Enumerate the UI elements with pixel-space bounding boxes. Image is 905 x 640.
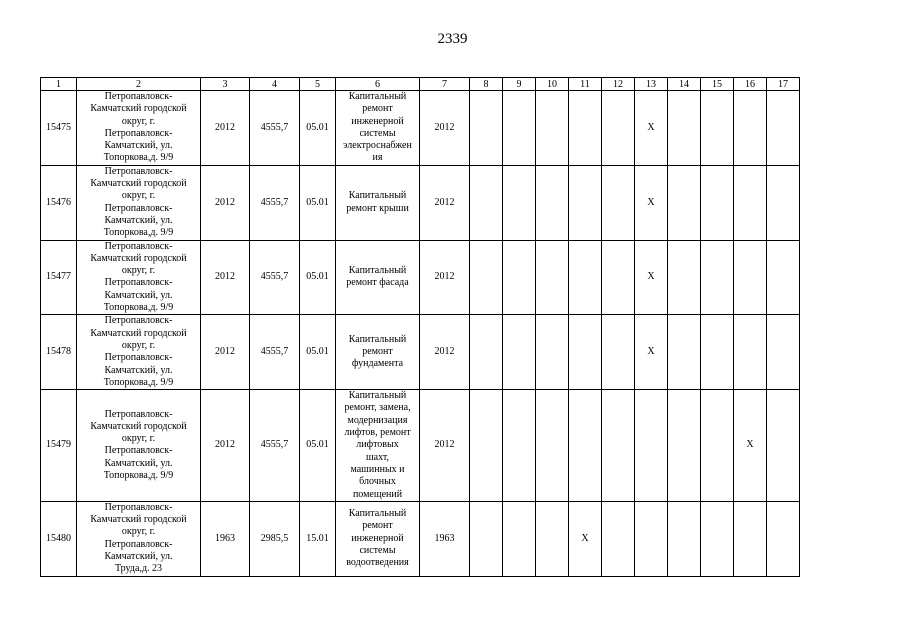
work-type-cell: Капитальный ремонт крыши <box>336 165 420 240</box>
col13-cell <box>635 501 668 576</box>
record-number: 15477 <box>41 240 77 315</box>
col11-cell <box>569 315 602 390</box>
address-cell: Петропавловск- Камчатский городской округ, г. Петропавловск- Камчатский, ул. Топоркова,д. 9/9 <box>77 91 201 166</box>
col10-cell <box>536 240 569 315</box>
col12-cell <box>602 240 635 315</box>
work-type-cell: Капитальный ремонт фасада <box>336 240 420 315</box>
col13-cell: X <box>635 315 668 390</box>
column-header: 12 <box>602 78 635 91</box>
area-cell: 2985,5 <box>250 501 300 576</box>
col17-cell <box>767 240 800 315</box>
col12-cell <box>602 165 635 240</box>
column-header: 8 <box>470 78 503 91</box>
year-cell: 2012 <box>201 315 250 390</box>
work-type-cell: Капитальный ремонт фундамента <box>336 315 420 390</box>
col17-cell <box>767 315 800 390</box>
column-header: 10 <box>536 78 569 91</box>
col11-cell <box>569 240 602 315</box>
table-row <box>41 165 800 240</box>
column-header: 14 <box>668 78 701 91</box>
col12-cell <box>602 315 635 390</box>
col13-cell: X <box>635 165 668 240</box>
col15-cell <box>701 91 734 166</box>
record-number: 15480 <box>41 501 77 576</box>
col11-cell <box>569 390 602 502</box>
col8-cell <box>470 240 503 315</box>
table-row <box>41 390 800 502</box>
col9-cell <box>503 165 536 240</box>
col15-cell <box>701 240 734 315</box>
col11-cell <box>569 91 602 166</box>
address-cell: Петропавловск- Камчатский городской округ, г. Петропавловск- Камчатский, ул. Труда,д. 23 <box>77 501 201 576</box>
col17-cell <box>767 390 800 502</box>
plan-year-cell: 2012 <box>420 315 470 390</box>
column-header: 7 <box>420 78 470 91</box>
plan-year-cell: 2012 <box>420 91 470 166</box>
year-cell: 2012 <box>201 91 250 166</box>
work-type-cell: Капитальный ремонт инженерной системы водоотведения <box>336 501 420 576</box>
col9-cell <box>503 501 536 576</box>
column-header: 6 <box>336 78 420 91</box>
header-row <box>41 78 800 91</box>
col10-cell <box>536 315 569 390</box>
page-number: 2339 <box>437 31 468 47</box>
col14-cell <box>668 315 701 390</box>
code-cell: 05.01 <box>300 165 336 240</box>
address-cell: Петропавловск- Камчатский городской округ, г. Петропавловск- Камчатский, ул. Топоркова,д. 9/9 <box>77 165 201 240</box>
col14-cell <box>668 390 701 502</box>
col14-cell <box>668 91 701 166</box>
col13-cell <box>635 390 668 502</box>
code-cell: 15.01 <box>300 501 336 576</box>
plan-year-cell: 2012 <box>420 390 470 502</box>
table-row <box>41 315 800 390</box>
area-cell: 4555,7 <box>250 315 300 390</box>
col11-cell <box>569 165 602 240</box>
year-cell: 2012 <box>201 390 250 502</box>
code-cell: 05.01 <box>300 91 336 166</box>
column-header: 13 <box>635 78 668 91</box>
col9-cell <box>503 315 536 390</box>
table-row <box>41 240 800 315</box>
col16-cell <box>734 240 767 315</box>
area-cell: 4555,7 <box>250 165 300 240</box>
code-cell: 05.01 <box>300 315 336 390</box>
year-cell: 2012 <box>201 240 250 315</box>
address-cell: Петропавловск- Камчатский городской округ, г. Петропавловск- Камчатский, ул. Топоркова,д. 9/9 <box>77 315 201 390</box>
col10-cell <box>536 91 569 166</box>
record-number: 15476 <box>41 165 77 240</box>
code-cell: 05.01 <box>300 390 336 502</box>
column-header: 4 <box>250 78 300 91</box>
col16-cell: X <box>734 390 767 502</box>
col13-cell: X <box>635 91 668 166</box>
area-cell: 4555,7 <box>250 91 300 166</box>
column-header: 2 <box>77 78 201 91</box>
col8-cell <box>470 91 503 166</box>
column-header: 15 <box>701 78 734 91</box>
plan-year-cell: 2012 <box>420 240 470 315</box>
col12-cell <box>602 91 635 166</box>
col16-cell <box>734 501 767 576</box>
col14-cell <box>668 501 701 576</box>
col12-cell <box>602 501 635 576</box>
col16-cell <box>734 165 767 240</box>
col10-cell <box>536 390 569 502</box>
col12-cell <box>602 390 635 502</box>
col17-cell <box>767 165 800 240</box>
address-cell: Петропавловск- Камчатский городской округ, г. Петропавловск- Камчатский, ул. Топоркова,д. 9/9 <box>77 390 201 502</box>
col8-cell <box>470 315 503 390</box>
col9-cell <box>503 91 536 166</box>
area-cell: 4555,7 <box>250 390 300 502</box>
col17-cell <box>767 91 800 166</box>
col10-cell <box>536 501 569 576</box>
col11-cell: X <box>569 501 602 576</box>
column-header: 1 <box>41 78 77 91</box>
col13-cell: X <box>635 240 668 315</box>
col16-cell <box>734 315 767 390</box>
column-header: 9 <box>503 78 536 91</box>
column-header: 16 <box>734 78 767 91</box>
col9-cell <box>503 390 536 502</box>
code-cell: 05.01 <box>300 240 336 315</box>
col8-cell <box>470 390 503 502</box>
column-header: 3 <box>201 78 250 91</box>
col17-cell <box>767 501 800 576</box>
plan-year-cell: 2012 <box>420 165 470 240</box>
work-type-cell: Капитальный ремонт инженерной системы электроснабжен ия <box>336 91 420 166</box>
year-cell: 1963 <box>201 501 250 576</box>
record-number: 15475 <box>41 91 77 166</box>
col8-cell <box>470 501 503 576</box>
col9-cell <box>503 240 536 315</box>
work-type-cell: Капитальный ремонт, замена, модернизация лифтов, ремонт лифтовых шахт, машинных и блочных помещений <box>336 390 420 502</box>
col10-cell <box>536 165 569 240</box>
registry-table <box>40 77 800 577</box>
table-row <box>41 91 800 166</box>
column-header: 5 <box>300 78 336 91</box>
col8-cell <box>470 165 503 240</box>
year-cell: 2012 <box>201 165 250 240</box>
col14-cell <box>668 165 701 240</box>
address-cell: Петропавловск- Камчатский городской округ, г. Петропавловск- Камчатский, ул. Топоркова,д. 9/9 <box>77 240 201 315</box>
area-cell: 4555,7 <box>250 240 300 315</box>
column-header: 17 <box>767 78 800 91</box>
record-number: 15479 <box>41 390 77 502</box>
record-number: 15478 <box>41 315 77 390</box>
col15-cell <box>701 315 734 390</box>
plan-year-cell: 1963 <box>420 501 470 576</box>
col15-cell <box>701 390 734 502</box>
column-header: 11 <box>569 78 602 91</box>
col16-cell <box>734 91 767 166</box>
col15-cell <box>701 165 734 240</box>
table-row <box>41 501 800 576</box>
col15-cell <box>701 501 734 576</box>
col14-cell <box>668 240 701 315</box>
